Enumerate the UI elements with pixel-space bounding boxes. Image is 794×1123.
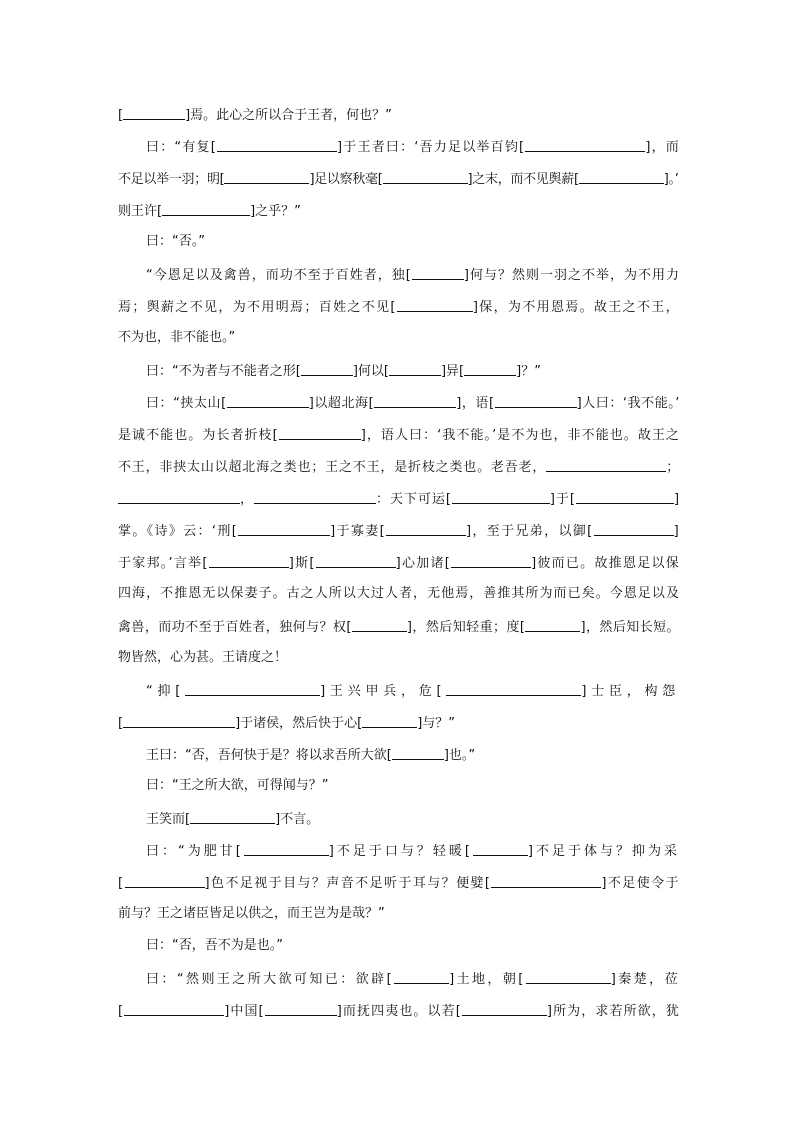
line-text: [ <box>118 876 125 891</box>
line-text: ]不足使令于 <box>601 876 680 891</box>
line-text: [ <box>118 108 124 123</box>
text-line <box>118 170 679 188</box>
answer-blank[interactable] <box>495 394 577 408</box>
answer-blank[interactable] <box>124 1002 224 1016</box>
line-text: ]不言。 <box>275 812 320 827</box>
line-text: 王笑而[ <box>146 812 191 827</box>
text-line <box>118 522 680 540</box>
answer-blank[interactable] <box>238 522 330 536</box>
answer-blank[interactable] <box>451 554 531 568</box>
answer-blank[interactable] <box>452 490 550 504</box>
text-line <box>146 234 205 250</box>
text-line <box>118 106 392 124</box>
line-text: ] <box>673 492 680 507</box>
text-line <box>118 714 455 732</box>
line-text: ]秦楚，莅 <box>610 972 681 987</box>
line-text: ]焉。此心之所以合于王者，何也？” <box>185 108 392 123</box>
text-line <box>118 426 680 444</box>
line-text: ]中国[ <box>224 1004 265 1019</box>
line-text: ]异[ <box>440 364 465 379</box>
line-text: “今恩足以及禽兽，而功不至于百姓者，独[ <box>146 268 412 283</box>
line-text: ]？” <box>516 364 541 379</box>
answer-blank[interactable] <box>576 490 674 504</box>
line-text: ]何以[ <box>352 364 389 379</box>
line-text: 于家邦。’言举[ <box>118 556 209 571</box>
text-line <box>146 810 319 828</box>
text-line <box>118 458 680 476</box>
line-text: 四海，不推恩无以保妻子。古之人所以大过人者，无他焉，善推其所为而已矣。今恩足以及 <box>118 586 681 601</box>
answer-blank[interactable] <box>118 490 240 504</box>
answer-blank[interactable] <box>394 970 449 984</box>
answer-blank[interactable] <box>244 842 329 856</box>
line-text: 前与？王之诸臣皆足以供之，而王岂为是哉？” <box>118 906 385 921</box>
answer-blank[interactable] <box>125 874 205 888</box>
line-text: ， <box>240 492 254 507</box>
text-line <box>146 842 680 860</box>
answer-blank[interactable] <box>526 970 611 984</box>
text-line <box>118 554 680 572</box>
answer-blank[interactable] <box>316 554 396 568</box>
text-line <box>118 330 235 346</box>
line-text: 则王许[ <box>118 204 163 219</box>
line-text: ] <box>673 524 680 539</box>
line-text: “抑[ <box>146 684 186 699</box>
line-text: ]色不足视于目与？声音不足听于耳与？便嬖[ <box>204 876 492 891</box>
line-text: ]于寡妻[ <box>330 524 386 539</box>
line-text: ]于[ <box>549 492 576 507</box>
answer-blank[interactable] <box>579 170 664 184</box>
line-text: 不为也，非不能也。” <box>118 330 236 345</box>
line-text: 是诚不能也。为长者折枝[ <box>118 428 279 443</box>
answer-blank[interactable] <box>352 618 407 632</box>
line-text: 曰：“不为者与不能者之形[ <box>146 364 301 379</box>
answer-blank[interactable] <box>190 810 275 824</box>
line-text: 王曰：“否，吾何快于是？将以求吾所大欲[ <box>146 748 392 763</box>
line-text: 焉；舆薪之不见，为不用明焉；百姓之不见[ <box>118 300 397 315</box>
line-text: [ <box>118 1004 125 1019</box>
line-text: ]，语[ <box>456 396 495 411</box>
line-text: [ <box>118 716 124 731</box>
line-text: ]彼而已。故推恩足以保 <box>531 556 680 571</box>
line-text: ]心加诸[ <box>395 556 452 571</box>
line-text: ]，而 <box>645 140 680 155</box>
answer-blank[interactable] <box>254 490 376 504</box>
line-text: ]土地，朝[ <box>449 972 526 987</box>
text-line <box>118 298 680 316</box>
line-text: 曰：“否，吾不为是也。” <box>146 938 283 953</box>
line-text: ； <box>666 460 680 475</box>
answer-blank[interactable] <box>397 298 473 312</box>
line-text: 曰：“挟太山[ <box>146 396 227 411</box>
line-text: ]于诸侯，然后快于心[ <box>235 716 363 731</box>
answer-blank[interactable] <box>374 394 456 408</box>
answer-blank[interactable] <box>464 362 516 376</box>
line-text: ]人曰：‘我不能。’ <box>576 396 681 411</box>
text-line <box>146 970 680 988</box>
line-text: ]以超北海[ <box>308 396 375 411</box>
answer-blank[interactable] <box>462 1002 547 1016</box>
answer-blank[interactable] <box>525 618 580 632</box>
line-text: 物皆然，心为甚。王请度之！ <box>118 650 288 665</box>
answer-blank[interactable] <box>525 138 645 152</box>
line-text: 掌。《诗》云：‘刑[ <box>118 524 239 539</box>
answer-blank[interactable] <box>301 362 353 376</box>
line-text: ]，然后知轻重；度[ <box>406 620 526 635</box>
answer-blank[interactable] <box>162 202 250 216</box>
line-text: ]，然后知长短。 <box>580 620 680 635</box>
line-text: ]而抚四夷也。以若[ <box>336 1004 462 1019</box>
answer-blank[interactable] <box>224 170 309 184</box>
text-line <box>146 938 283 954</box>
answer-blank[interactable] <box>209 554 289 568</box>
line-text: 不足以举一羽；明[ <box>118 172 225 187</box>
line-text: ]，至于兄弟，以御[ <box>465 524 594 539</box>
answer-blank[interactable] <box>546 458 666 472</box>
text-line <box>118 906 385 922</box>
line-text: ]。’ <box>663 172 679 187</box>
line-text: ：天下可运[ <box>375 492 452 507</box>
text-line <box>118 202 301 220</box>
text-line <box>146 682 680 700</box>
line-text: ]足以察秋毫[ <box>309 172 383 187</box>
line-text: ]保，为不用恩焉。故王之不王， <box>472 300 680 315</box>
line-text: ]也。” <box>443 748 476 763</box>
line-text: 不王，非挟太山以超北海之类也；王之不王，是折枝之类也。老吾老， <box>118 460 547 475</box>
answer-blank[interactable] <box>446 682 581 696</box>
answer-blank[interactable] <box>279 426 361 440</box>
text-line <box>146 778 328 794</box>
answer-blank[interactable] <box>362 714 417 728</box>
answer-blank[interactable] <box>227 394 309 408</box>
answer-blank[interactable] <box>491 874 601 888</box>
answer-blank[interactable] <box>386 522 466 536</box>
line-text: 曰：“否。” <box>146 234 205 249</box>
answer-blank[interactable] <box>412 266 464 280</box>
answer-blank[interactable] <box>389 362 441 376</box>
line-text: 曰：“然则王之所大欲可知已：欲辟[ <box>146 972 395 987</box>
text-line <box>146 138 680 156</box>
answer-blank[interactable] <box>185 682 320 696</box>
line-text: ]斯[ <box>288 556 316 571</box>
line-text: 曰：“王之所大欲，可得闻与？” <box>146 778 329 793</box>
text-line <box>146 362 541 380</box>
text-line <box>118 490 680 508</box>
line-text: ]士臣，构怨 <box>581 684 680 699</box>
answer-blank[interactable] <box>473 842 528 856</box>
text-line <box>118 618 680 636</box>
line-text: 曰：“为肥甘[ <box>146 844 244 859</box>
line-text: 禽兽，而功不至于百姓者，独何与？权[ <box>118 620 352 635</box>
line-text: ]不足于口与？轻暖[ <box>328 844 473 859</box>
answer-blank[interactable] <box>594 522 674 536</box>
line-text: ]与？” <box>417 716 456 731</box>
line-text: ]于王者曰：‘吾力足以举百钧[ <box>337 140 526 155</box>
text-line <box>146 394 680 412</box>
line-text: ]，语人曰：‘我不能。’是不为也，非不能也。故王之 <box>360 428 680 443</box>
answer-blank[interactable] <box>383 170 468 184</box>
line-text: ]之乎？” <box>250 204 301 219</box>
answer-blank[interactable] <box>392 746 444 760</box>
answer-blank[interactable] <box>123 106 185 120</box>
answer-blank[interactable] <box>217 138 337 152</box>
text-line <box>118 586 680 602</box>
line-text: 曰：“有复[ <box>146 140 218 155</box>
line-text: ]王兴甲兵，危[ <box>320 684 447 699</box>
text-line <box>118 1002 680 1020</box>
text-line <box>118 650 287 666</box>
line-text: ]之末，而不见舆薪[ <box>467 172 579 187</box>
text-line <box>146 266 680 284</box>
text-line <box>118 874 680 892</box>
line-text: ]所为，求若所欲，犹 <box>546 1004 680 1019</box>
line-text: ]不足于体与？抑为采 <box>527 844 680 859</box>
answer-blank[interactable] <box>265 1002 337 1016</box>
line-text: ]何与？然则一羽之不举，为不用力 <box>463 268 680 283</box>
answer-blank[interactable] <box>123 714 235 728</box>
text-line <box>146 746 475 764</box>
